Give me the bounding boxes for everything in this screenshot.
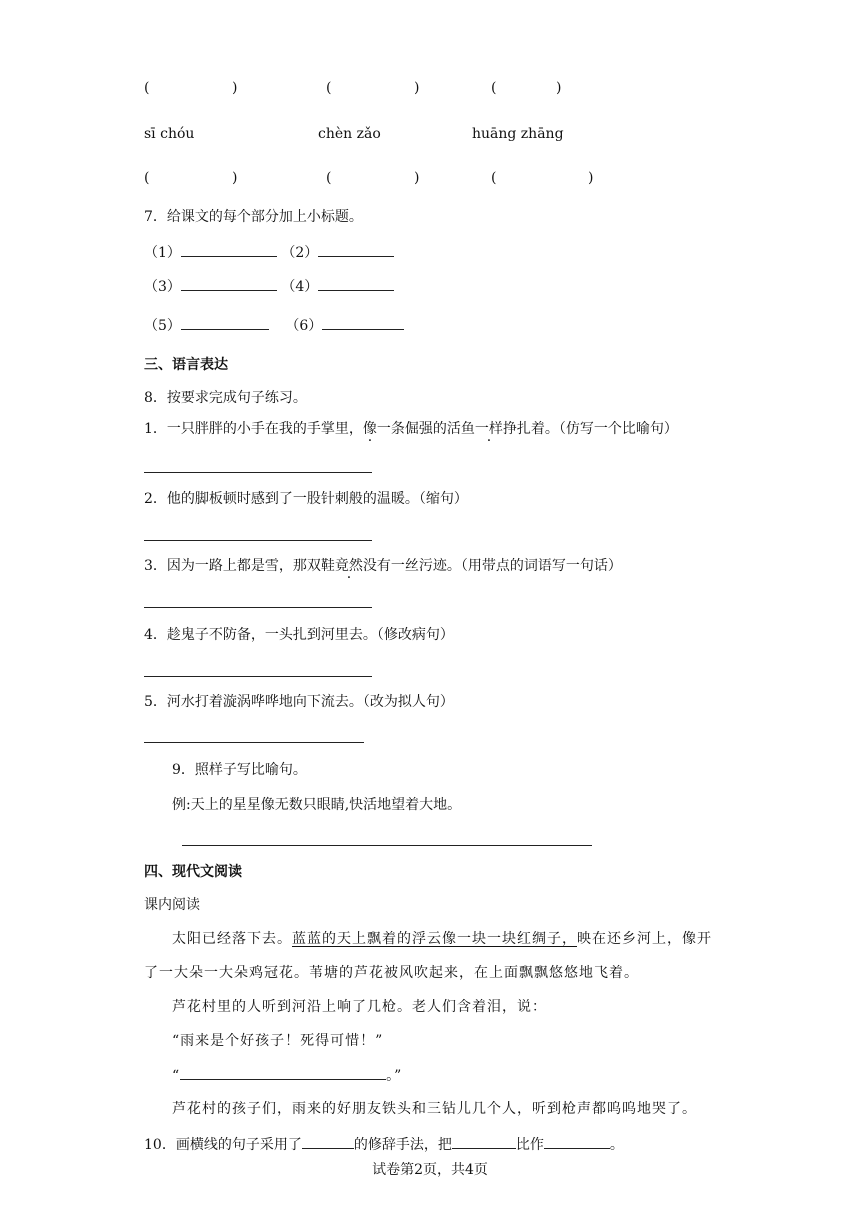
q10-blank-2[interactable] bbox=[452, 1134, 516, 1149]
answer-paren-close-6: ) bbox=[588, 170, 594, 186]
pinyin-word-3: huāng zhāng bbox=[472, 126, 564, 142]
q8-s2-answer-line[interactable] bbox=[144, 540, 372, 541]
q7-item-1-blank[interactable] bbox=[181, 242, 277, 257]
answer-paren-open-3: ( bbox=[491, 80, 497, 96]
answer-paren-open-2: ( bbox=[326, 80, 332, 96]
passage-p1-start: 太阳已经落下去。 bbox=[172, 931, 292, 947]
passage-paragraph-4 bbox=[172, 1065, 402, 1086]
q8-sentence-4: 4．趁鬼子不防备，一头扎到河里去。（修改病句） bbox=[144, 627, 454, 643]
q10-blank-1[interactable] bbox=[302, 1134, 354, 1149]
answer-paren-open-1: ( bbox=[144, 80, 150, 96]
question-9-title: 9．照样子写比喻句。 bbox=[172, 762, 307, 778]
passage-p4-open-quote: “ bbox=[172, 1068, 181, 1084]
passage-fill-blank[interactable] bbox=[180, 1065, 386, 1080]
answer-paren-open-5: ( bbox=[326, 170, 332, 186]
answer-paren-open-4: ( bbox=[144, 170, 150, 186]
passage-underlined-sentence: 蓝蓝的天上飘着的浮云像一块一块红绸子， bbox=[292, 931, 577, 947]
reading-label: 课内阅读 bbox=[144, 897, 200, 913]
q8-s1-post: 挣扎着。（仿写一个比喻句） bbox=[502, 421, 678, 437]
q7-item-4-label: （4） bbox=[281, 279, 319, 295]
q7-item-3-blank[interactable] bbox=[181, 276, 277, 291]
question-10 bbox=[144, 1134, 624, 1155]
passage-paragraph-5: 芦花村的孩子们，雨来的好朋友铁头和三钻儿几个人，听到枪声都呜呜地哭了。 bbox=[172, 1101, 697, 1117]
passage-p1-rest: 映在还乡河上，像开 bbox=[577, 931, 712, 947]
q7-item-5-blank[interactable] bbox=[181, 315, 269, 330]
q10-part-4: 。 bbox=[609, 1137, 624, 1153]
pinyin-word-2: chèn zǎo bbox=[318, 126, 381, 142]
q7-item-3-label: （3） bbox=[144, 279, 181, 295]
q7-item-4-blank[interactable] bbox=[318, 276, 394, 291]
passage-paragraph-1-line-2: 了一大朵一大朵鸡冠花。苇塘的芦花被风吹起来，在上面飘飘悠悠地飞着。 bbox=[144, 965, 639, 981]
q7-item-6-blank[interactable] bbox=[322, 315, 404, 330]
q10-part-3: 比作 bbox=[515, 1137, 544, 1153]
answer-paren-close-1: ) bbox=[232, 80, 238, 96]
q8-sentence-1 bbox=[144, 419, 678, 439]
answer-paren-open-6: ( bbox=[491, 170, 497, 186]
section-4-heading: 四、现代文阅读 bbox=[144, 864, 242, 880]
passage-paragraph-3: “雨来是个好孩子！死得可惜！” bbox=[172, 1033, 384, 1049]
q7-row-3 bbox=[144, 315, 404, 336]
q7-item-1-label: （1） bbox=[144, 245, 181, 261]
q8-s4-answer-line[interactable] bbox=[144, 676, 372, 677]
q10-part-1: 10．画横线的句子采用了 bbox=[144, 1137, 302, 1153]
q8-s1-mid: 一条倔强的活鱼 bbox=[376, 421, 475, 437]
q8-s1-dotted-2: 一样 bbox=[474, 421, 503, 437]
answer-paren-close-5: ) bbox=[414, 170, 420, 186]
q8-s1-dotted-1: 像 bbox=[362, 421, 377, 437]
question-7-title: 7．给课文的每个部分加上小标题。 bbox=[144, 209, 363, 225]
page-footer: 试卷第2页，共4页 bbox=[372, 1162, 488, 1178]
answer-paren-close-2: ) bbox=[414, 80, 420, 96]
q8-s1-pre: 1．一只胖胖的小手在我的手掌里， bbox=[144, 421, 363, 437]
q8-sentence-3 bbox=[144, 556, 622, 576]
passage-p4-close-quote: 。” bbox=[386, 1068, 403, 1084]
answer-paren-close-4: ) bbox=[232, 170, 238, 186]
q9-answer-line[interactable] bbox=[182, 845, 592, 846]
q7-row-1 bbox=[144, 242, 394, 263]
q10-part-2: 的修辞手法，把 bbox=[353, 1137, 452, 1153]
q8-sentence-2: 2．他的脚板顿时感到了一股针刺般的温暖。（缩句） bbox=[144, 491, 468, 507]
q8-sentence-5: 5．河水打着漩涡哗哗地向下流去。（改为拟人句） bbox=[144, 694, 454, 710]
q9-example: 例:天上的星星像无数只眼睛,快活地望着大地。 bbox=[172, 797, 462, 813]
question-8-title: 8．按要求完成句子练习。 bbox=[144, 390, 307, 406]
q10-blank-3[interactable] bbox=[544, 1134, 610, 1149]
q7-item-5-label: （5） bbox=[144, 318, 181, 334]
q8-s3-dotted: 竟然 bbox=[334, 558, 363, 574]
q7-row-2 bbox=[144, 276, 394, 297]
q8-s5-answer-line[interactable] bbox=[144, 742, 364, 743]
q8-s3-post: 没有一丝污迹。（用带点的词语写一句话） bbox=[362, 558, 622, 574]
q8-s1-answer-line[interactable] bbox=[144, 472, 372, 473]
q7-item-2-blank[interactable] bbox=[318, 242, 394, 257]
q7-item-2-label: （2） bbox=[281, 245, 319, 261]
q8-s3-pre: 3．因为一路上都是雪，那双鞋 bbox=[144, 558, 335, 574]
answer-paren-close-3: ) bbox=[556, 80, 562, 96]
passage-paragraph-2: 芦花村里的人听到河沿上响了几枪。老人们含着泪，说： bbox=[172, 999, 547, 1015]
passage-paragraph-1-line-1 bbox=[172, 929, 712, 949]
q7-item-6-label: （6） bbox=[285, 318, 323, 334]
pinyin-word-1: sī chóu bbox=[144, 126, 195, 142]
section-3-heading: 三、语言表达 bbox=[144, 357, 228, 373]
q8-s3-answer-line[interactable] bbox=[144, 607, 372, 608]
